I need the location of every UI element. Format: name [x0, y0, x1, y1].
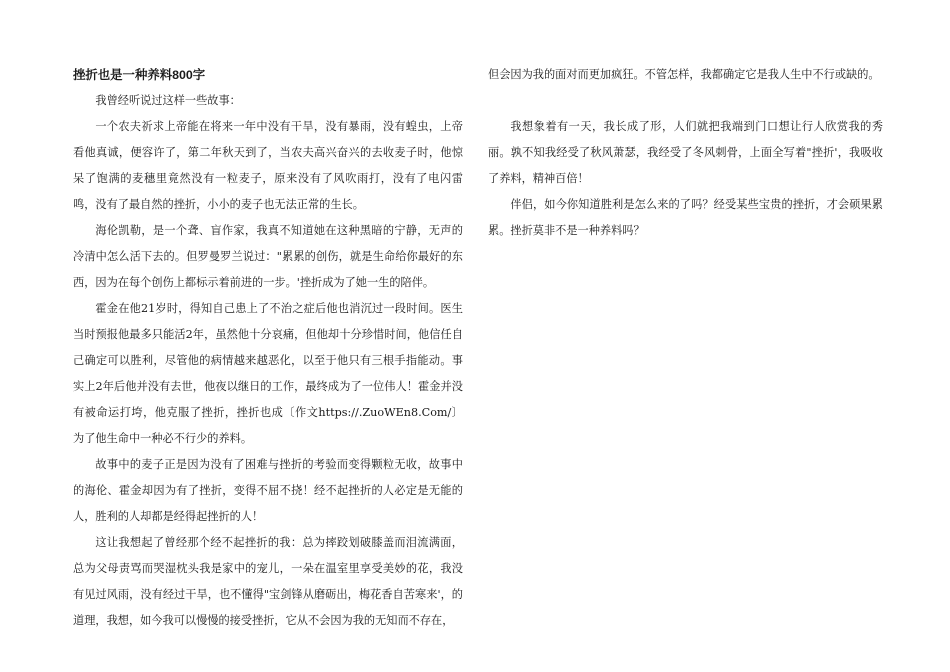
paragraph-helen-keller: 海伦凯勒，是一个聋、盲作家，我真不知道她在这种黑暗的宁静，无声的冷清中怎么活下去的。但罗曼罗兰说过："累累的创伤，就是生命给你最好的东西，因为在每个创伤上都标示着前进的一步。'挫折成为了她一生的陪伴。 — [73, 224, 463, 289]
paragraph-hawking: 霍金在他21岁时，得知自己患上了不治之症后他也消沉过一段时间。医生当时预报他最多只能活2年，虽然他十分哀痛，但他却十分珍惜时间，他信任自己确定可以胜利，尽管他的病情越来越恶化，以至于他只有三根手指能动。事实上2年后他并没有去世，他夜以继日的工作，最终成为了一位伟人！霍金并没有被命运打垮，他克服了挫折，挫折也成〔作文https://.ZuoWEn8.Com/〕为了他生命中一种必不行少的养料。 — [73, 302, 463, 445]
left-column — [73, 62, 463, 634]
paragraph-farmer: 一个农夫祈求上帝能在将来一年中没有干旱，没有暴雨，没有蝗虫，上帝看他真诚，便容许了，第二年秋天到了，当农夫高兴奋兴的去收麦子时，他惊呆了饱满的麦穗里竟然没有一粒麦子，原来没有了风吹雨打，没有了电闪雷鸣，没有了最自然的挫折，小小的麦子也无法正常的生长。 — [73, 120, 463, 211]
paragraph-conclusion: 伴侣，如今你知道胜利是怎么来的了吗？经受某些宝贵的挫折，才会硕果累累。挫折莫非不是一种养料吗？ — [488, 198, 883, 237]
paragraph-reflection-continued: 但会因为我的面对而更加疯狂。不管怎样，我都确定它是我人生中不行或缺的。 — [488, 68, 880, 81]
paragraph-reflection: 这让我想起了曾经那个经不起挫折的我：总为摔跤划破膝盖而泪流满面，总为父母责骂而哭湿枕头我是家中的宠儿，一朵在温室里享受美妙的花，我没有见过风雨，没有经过干旱，也不懂得"宝剑锋从磨砺出，梅花香自苦寒来'，的道理，我想，如今我可以慢慢的接受挫折，它从不会因为我的无知而不存在， — [73, 536, 463, 627]
right-column — [488, 62, 883, 244]
essay-title: 挫折也是一种养料800字 — [73, 68, 206, 82]
paragraph-summary: 故事中的麦子正是因为没有了困难与挫折的考验而变得颗粒无收，故事中的海伦、霍金却因为有了挫折，变得不屈不挠！经不起挫折的人必定是无能的人，胜利的人却都是经得起挫折的人！ — [73, 458, 463, 523]
paragraph-imagination: 我想象着有一天，我长成了形，人们就把我端到门口想让行人欣赏我的秀丽。孰不知我经受了秋风萧瑟，我经受了冬风刺骨，上面全写着"挫折'，我吸收了养料，精神百倍！ — [488, 120, 883, 185]
paragraph-gap — [488, 88, 883, 114]
paragraph-intro: 我曾经听说过这样一些故事： — [95, 94, 241, 107]
